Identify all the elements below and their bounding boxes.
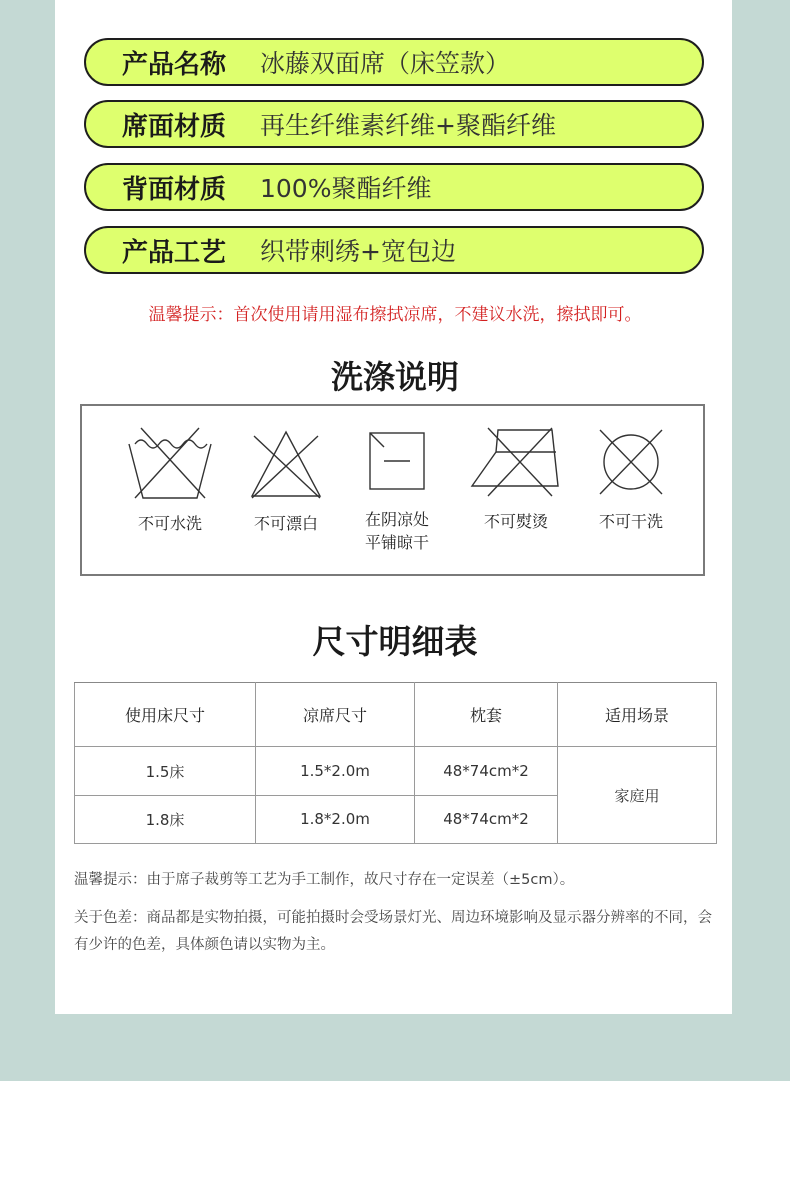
size-tolerance-note: 温馨提示：由于席子裁剪等工艺为手工制作，故尺寸存在一定误差（±5cm）。	[74, 872, 575, 888]
table-cell: 48*74cm*2	[415, 795, 558, 843]
table-cell: 1.5床	[75, 747, 256, 795]
size-section-title: 尺寸明细表	[312, 622, 478, 661]
table-row	[75, 747, 717, 795]
table-cell: 1.5*2.0m	[256, 747, 415, 795]
dry-flat-shade-icon	[367, 430, 427, 492]
wash-item-no-dry-clean	[586, 426, 676, 533]
spec-value: 100%聚酯纤维	[260, 174, 432, 203]
spec-value: 织带刺绣+宽包边	[260, 237, 456, 266]
wash-caption: 在阴凉处 平铺晾干	[364, 510, 429, 552]
table-cell: 1.8床	[75, 795, 256, 843]
no-wash-icon	[125, 424, 215, 500]
spec-label: 席面材质	[122, 111, 227, 142]
table-header-cell: 凉席尺寸	[256, 683, 415, 747]
wash-caption: 不可水洗	[137, 514, 202, 533]
wash-instructions-box	[80, 404, 705, 576]
table-header-row	[75, 683, 717, 747]
spec-label: 产品工艺	[122, 237, 227, 268]
size-table	[74, 682, 717, 844]
spec-label: 背面材质	[122, 174, 227, 205]
no-iron-icon	[468, 424, 564, 498]
wash-section-title: 洗涤说明	[330, 358, 459, 396]
wash-item-dry-flat-shade	[352, 430, 442, 554]
spec-value: 冰藤双面席（床笠款）	[260, 49, 511, 78]
table-cell: 48*74cm*2	[415, 747, 558, 795]
spec-top-material	[84, 100, 704, 148]
table-header-cell: 枕套	[415, 683, 558, 747]
wash-item-no-bleach	[242, 428, 330, 535]
table-header-cell: 使用床尺寸	[75, 683, 256, 747]
table-header-cell: 适用场景	[558, 683, 717, 747]
no-dry-clean-icon	[596, 426, 666, 498]
wash-item-no-wash	[120, 424, 220, 535]
no-bleach-icon	[248, 428, 324, 500]
table-cell-scene: 家庭用	[558, 747, 717, 844]
color-difference-note: 关于色差：商品都是实物拍摄，可能拍摄时会受场景灯光、周边环境影响及显示器分辨率的不同，会有少许的色差，具体颜色请以实物为主。	[74, 910, 712, 953]
wash-caption: 不可熨烫	[483, 512, 548, 531]
table-cell: 1.8*2.0m	[256, 795, 415, 843]
spec-label: 产品名称	[122, 49, 227, 80]
spec-value: 再生纤维素纤维+聚酯纤维	[260, 111, 556, 140]
care-tip: 温馨提示：首次使用请用湿布擦拭凉席，不建议水洗，擦拭即可。	[148, 305, 642, 325]
wash-caption: 不可干洗	[598, 512, 663, 531]
spec-product-name	[84, 38, 704, 86]
wash-caption: 不可漂白	[253, 514, 318, 533]
spec-back-material	[84, 163, 704, 211]
spec-craft	[84, 226, 704, 274]
wash-item-no-iron	[466, 424, 566, 533]
